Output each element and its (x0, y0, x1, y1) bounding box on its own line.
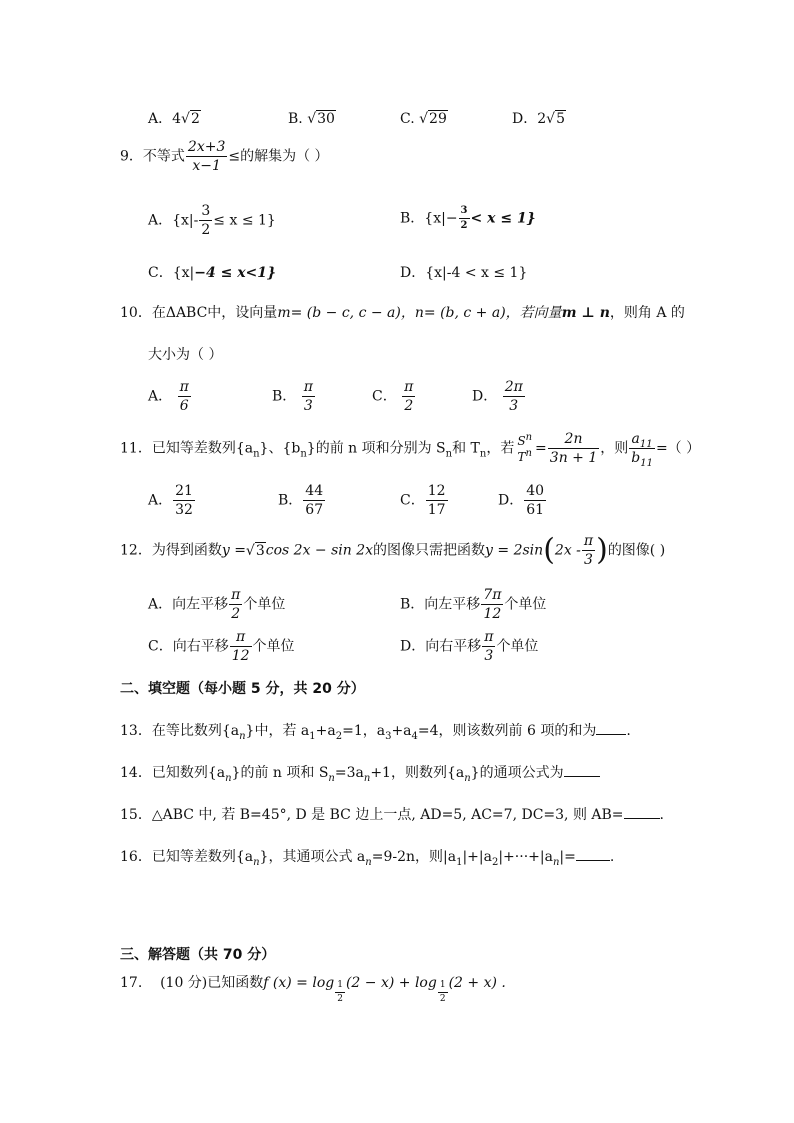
q10-stem-line1: 10．在ΔABC中，设向量m= (b − c, c − a)，n= (b, c + a)，若向量m ⊥ n，则角 A 的 (120, 305, 685, 321)
q9-option-a: A．{x|- $\frac{3}{2}$ ≤ x ≤ 1} (148, 203, 276, 238)
q11-c-fraction: $\frac{12}{17}$ (427, 483, 446, 518)
log-base-fraction: $\frac{1}{2}$ (439, 980, 446, 1004)
q11-ratio-fraction: $\frac{2n}{3n + 1}$ (549, 431, 598, 466)
q10-b-fraction: $\frac{\pi}{3}$ (303, 379, 313, 414)
q11-b-fraction: $\frac{44}{67}$ (305, 483, 324, 518)
q8-option-c: C. √29 (400, 111, 447, 127)
q16: 16．已知等差数列$\{a_n\}$，其通项公式 $a_n=9-2n$，则$|a_1|+|a_2|+\cdot\cdot\cdot+|a_n|=$ . (120, 849, 615, 868)
q12-c-fraction: $\frac{\pi}{12}$ (231, 629, 250, 664)
sqrt-symbol: √3 (245, 542, 265, 559)
q11-d-fraction: $\frac{40}{61}$ (526, 483, 545, 518)
q9-b-fraction: $\frac{3}{2}$ (460, 205, 468, 231)
section-3-title: 三、解答题（共 70 分） (120, 947, 276, 963)
q10-option-d: D． $\frac{2\pi}{3}$ (472, 379, 523, 414)
q11-option-c: C． $\frac{12}{17}$ (400, 483, 446, 518)
q15: 15．△ABC 中, 若 B=45°, D 是 BC 边上一点, AD=5, AC=7, DC=3, 则 AB= . (120, 807, 664, 823)
q8-option-d: D．2√5 (512, 111, 565, 127)
q10-stem-line2: 大小为（ ） (148, 347, 223, 363)
q9-fraction: $\frac{2x+3}{x-1}$ (187, 139, 226, 174)
q11-stem: 11．已知等差数列$\{a_n\}$、$\{b_n\}$的前 n 项和分别为 $S_n$和 $T_n$，若 $S^n$ $T^n$ = $\frac{2n}{3n + 1}$ ，则 $\frac{a_{11}}{b_{11}}$ =（ ） (120, 431, 701, 469)
q10-option-a: A． $\frac{\pi}{6}$ (148, 379, 189, 414)
answer-blank (596, 734, 626, 735)
q9-stem: 9．不等式 $\frac{2x+3}{x-1}$ ≤的解集为（ ） (120, 139, 329, 174)
q12-option-b: B．向左平移 $\frac{7\pi}{12}$ 个单位 (400, 587, 547, 622)
q13: 13．在等比数列$\{a_n\}$中，若 $a_1+a_2=1$，$a_3+a_4=4$，则该数列前 6 项的和为 . (120, 723, 631, 742)
q10-a-fraction: $\frac{\pi}{6}$ (179, 379, 189, 414)
q10-d-fraction: $\frac{2\pi}{3}$ (504, 379, 523, 414)
q9-option-d: D．{x|-4 < x ≤ 1} (400, 265, 528, 281)
q9-a-fraction: $\frac{3}{2}$ (201, 203, 211, 238)
q14: 14．已知数列$\{a_n\}$的前 n 项和 $S_n=3a_n+1$，则数列$\{a_n\}$的通项公式为 (120, 766, 600, 780)
q11-option-b: B． $\frac{44}{67}$ (278, 483, 324, 518)
log-base-fraction: $\frac{1}{2}$ (337, 980, 343, 1004)
q9-option-c: C．{x|−4 ≤ x<1} (148, 265, 277, 281)
q12-option-d: D．向右平移 $\frac{\pi}{3}$ 个单位 (400, 629, 539, 664)
left-paren: ( (543, 532, 555, 568)
q9-option-b: B．{x|− $\frac{3}{2}$ < x ≤ 1} (400, 205, 536, 231)
q11-a-fraction: $\frac{21}{32}$ (175, 483, 193, 518)
right-paren: ) (596, 532, 608, 568)
sqrt-symbol: √5 (546, 111, 565, 127)
q11-answer-fraction: $\frac{a_{11}}{b_{11}}$ (631, 431, 653, 469)
answer-blank (576, 860, 610, 861)
q12-d-fraction: $\frac{\pi}{3}$ (484, 629, 494, 664)
q12-stem: 12．为得到函数y =√3cos 2x − sin 2x的图像只需把函数y = 2sin(2x - $\frac{\pi}{3}$ )的图像( ) (120, 532, 666, 568)
q11-option-a: A． $\frac{21}{32}$ (148, 483, 193, 518)
q11-option-d: D． $\frac{40}{61}$ (498, 483, 545, 518)
answer-blank (564, 776, 600, 777)
q12-b-fraction: $\frac{7\pi}{12}$ (483, 587, 502, 622)
sqrt-symbol: √30 (307, 111, 335, 127)
q12-option-c: C．向右平移 $\frac{\pi}{12}$ 个单位 (148, 629, 295, 664)
q10-c-fraction: $\frac{\pi}{2}$ (404, 379, 414, 414)
q12-option-a: A．向左平移 $\frac{\pi}{2}$ 个单位 (148, 587, 286, 622)
q8-option-a: A．4√2 (148, 111, 200, 127)
answer-blank (624, 818, 660, 819)
q10-option-c: C． $\frac{\pi}{2}$ (372, 379, 414, 414)
q10-option-b: B． $\frac{\pi}{3}$ (272, 379, 313, 414)
q11-sn-tn-fraction: $S^n$ $T^n$ (517, 431, 533, 464)
q8-option-b: B. √30 (288, 111, 335, 127)
sqrt-symbol: √29 (419, 111, 447, 127)
section-2-title: 二、填空题（每小题 5 分，共 20 分） (120, 681, 365, 697)
q17: 17. (10 分)已知函数f (x) = log $\frac{1}{2}$ (2 − x) + log $\frac{1}{2}$ (2 + x) . (120, 975, 506, 1004)
sqrt-symbol: √2 (181, 111, 200, 127)
q12-a-fraction: $\frac{\pi}{2}$ (231, 587, 241, 622)
q12-fraction: $\frac{\pi}{3}$ (583, 533, 594, 568)
